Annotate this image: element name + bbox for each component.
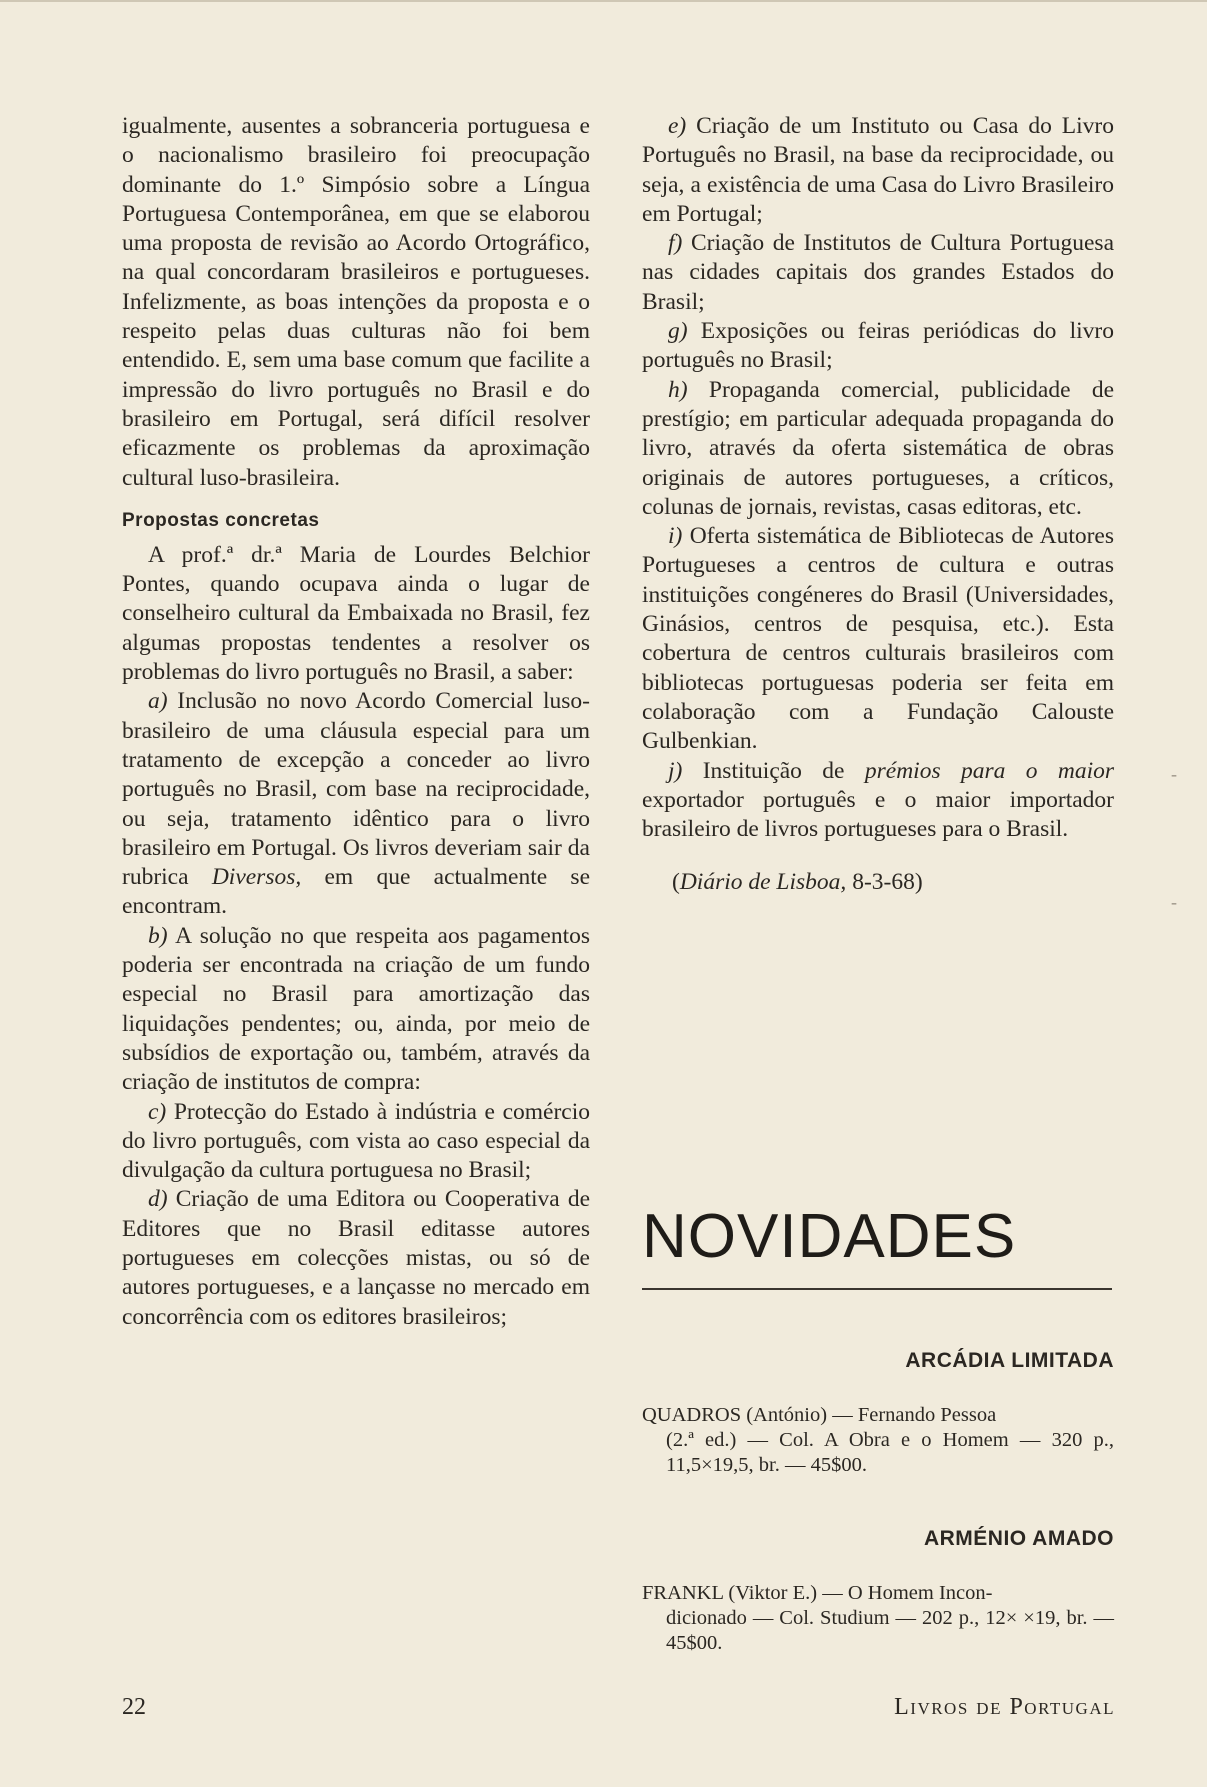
novidades-title: NOVIDADES: [642, 1202, 1017, 1271]
proposal-g: [642, 317, 1114, 376]
left-column: [122, 112, 590, 1332]
proposal-a-text: Inclusão no novo Acordo Comercial luso-brasileiro de uma cláusula especial para um tratamento de excepção a conceder ao livro português no Brasil, com base na reciprocidade, ou seja, tratamento idêntico para o livro brasileiro em Portugal. Os livros deveriam sair da rubrica: [122, 688, 591, 891]
proposal-a-italic: Diversos,: [211, 864, 302, 891]
proposal-j-text-end: exportador português e o maior importador brasileiro de livros portugueses para o Brasil.: [642, 786, 1114, 843]
section-heading-propostas: Propostas concretas: [122, 509, 320, 531]
page-number: 22: [122, 1694, 146, 1720]
proposal-a-text-end: em que actualmente se encontram.: [122, 864, 591, 920]
proposal-d-text: Criação de uma Editora ou Cooperativa de Editores que no Brasil editasse autores portugueses em colecções mistas, ou só de autores portugueses, e a lançasse no mercado em concorrência com os editores brasileiros;: [122, 1186, 591, 1330]
proposal-h: [642, 376, 1114, 522]
journal-name: Livros de Portugal: [894, 1694, 1115, 1720]
proposal-b-label: b): [148, 922, 168, 949]
book-entry: [642, 1403, 1114, 1478]
paragraph-intro: igualmente, ausentes a sobranceria portuguesa e o nacionalismo brasileiro foi preocupação dominante do 1.º Simpósio sobre a Língua Portuguesa Contemporânea, em que se elaborou uma proposta de revisão ao Acordo Ortográfico, na qual concordaram brasileiros e portugueses. Infelizmente, as boas intenções da proposta e o respeito pelas duas culturas não foi bem entendido. E, sem uma base comum que facilite a impressão do livro português no Brasil e do brasileiro em Portugal, será difícil resolver eficazmente os problemas da aproximação cultural luso-brasileira.: [122, 113, 590, 491]
proposal-b-text: A solução no que respeita aos pagamentos poderia ser encontrada na criação de um fundo especial no Brasil para amortização das liquidações pendentes; ou, ainda, por meio de subsídios de exportação ou, também, através da criação de institutos de compra:: [122, 922, 590, 1096]
proposal-f-text: Criação de Institutos de Cultura Portuguesa nas cidades capitais dos grandes Estados do Brasil;: [642, 230, 1114, 315]
proposal-e: [642, 112, 1114, 229]
publisher-heading: ARMÉNIO AMADO: [923, 1527, 1114, 1550]
proposal-h-text: Propaganda comercial, publicidade de prestígio; em particular adequada propaganda do livro, através da oferta sistemática de obras originais de autores portugueses, a críticos, colunas de jornais, revistas, casas editoras, etc.: [642, 376, 1114, 520]
proposal-i: [642, 522, 1114, 756]
source-publication: Diário de Lisboa,: [679, 869, 847, 896]
margin-mark: -: [1171, 892, 1177, 912]
proposal-a: [122, 687, 590, 921]
proposal-j-text: Instituição de: [702, 757, 845, 784]
proposal-c: [122, 1098, 590, 1186]
book-entry: [642, 1581, 1114, 1656]
novidades-divider: [642, 1288, 1112, 1290]
proposal-c-text: Protecção do Estado à indústria e comércio do livro português, com vista ao caso especial da divulgação da cultura portuguesa no Brasil;: [122, 1098, 590, 1184]
proposal-e-label: e): [668, 113, 687, 139]
proposal-j-label: j): [668, 757, 683, 784]
book-entry-details: dicionado — Col. Studium — 202 p., 12× ×19, br. — 45$00.: [666, 1607, 1114, 1654]
proposal-c-label: c): [148, 1098, 167, 1125]
proposal-d-label: d): [148, 1186, 168, 1213]
book-entry-details: (2.ª ed.) — Col. A Obra e o Homem — 320 p., 11,5×19,5, br. — 45$00.: [666, 1429, 1114, 1476]
proposal-g-label: g): [668, 318, 688, 345]
book-entry-line: FRANKL (Viktor E.) — O Homem Incon-: [642, 1582, 993, 1604]
source-citation: [642, 868, 1114, 897]
proposal-d: [122, 1185, 590, 1331]
proposal-g-text: Exposições ou feiras periódicas do livro português no Brasil;: [642, 318, 1115, 374]
proposal-a-label: a): [148, 688, 168, 715]
right-column: [642, 112, 1114, 898]
proposal-i-text: Oferta sistemática de Bibliotecas de Autores Portugueses a centros de cultura e outras instituições congéneres do Brasil (Universidades, Ginásios, centros de pesquisa, etc.). Esta cobertura de centros culturais brasileiros com bibliotecas portuguesas poderia ser feita em colaboração com a Fundação Calouste Gulbenkian.: [642, 523, 1114, 755]
source-date: 8-3-68): [852, 869, 923, 896]
proposal-b: [122, 922, 590, 1098]
proposal-i-label: i): [668, 523, 683, 550]
proposal-f: [642, 229, 1114, 317]
margin-mark: -: [1171, 764, 1177, 784]
book-entry-line: QUADROS (António) — Fernando Pessoa: [642, 1404, 997, 1426]
proposal-f-label: f): [668, 230, 683, 257]
publisher-heading: ARCÁDIA LIMITADA: [905, 1349, 1114, 1372]
source-open-paren: (: [672, 869, 680, 896]
proposal-j-italic: prémios para o maior: [864, 757, 1115, 784]
proposal-h-label: h): [668, 376, 688, 403]
proposal-j: [642, 757, 1114, 845]
proposal-e-text: Criação de um Instituto ou Casa do Livro Português no Brasil, na base da reciprocidade, ou seja, a existência de uma Casa do Livro Brasileiro em Portugal;: [642, 113, 1114, 227]
paragraph-proposals-intro: A prof.ª dr.ª Maria de Lourdes Belchior Pontes, quando ocupava ainda o lugar de conselheiro cultural da Embaixada no Brasil, fez algumas propostas tendentes a resolver os problemas do livro português no Brasil, a saber:: [122, 541, 590, 686]
